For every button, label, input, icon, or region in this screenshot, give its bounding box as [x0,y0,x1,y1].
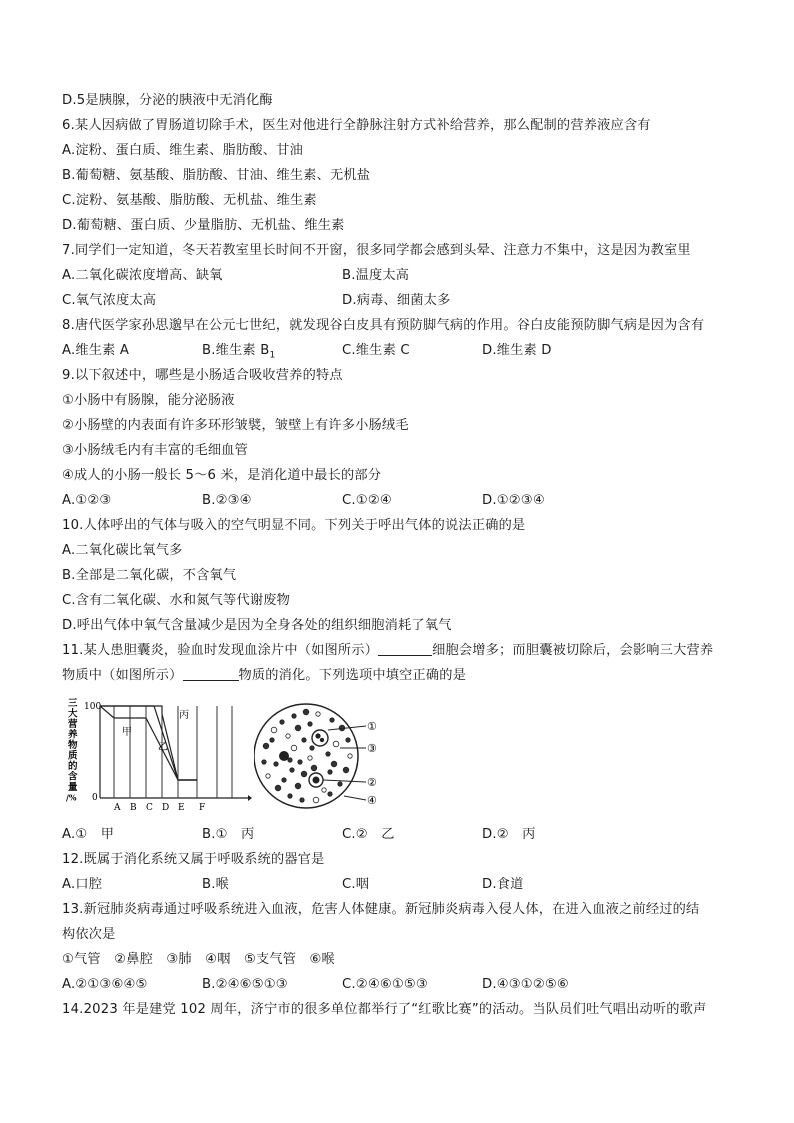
q11-blank-2 [183,666,239,681]
red-blood-cell [310,746,314,750]
chart-x-arrow [248,795,252,801]
q11-figures [62,692,742,820]
red-blood-cell [291,745,297,751]
q9-statement-4: ④成人的小肠一般长 5～6 米，是消化道中最长的部分 [62,468,382,483]
q8-option-b-text: B.维生素 B [202,343,270,358]
question-12: 12.既属于消化系统又属于呼吸系统的器官是 [62,852,325,867]
red-blood-cell [302,738,306,742]
q9-statement-3: ③小肠绒毛内有丰富的毛细血管 [62,443,249,458]
x-label-b: B [130,803,137,813]
red-blood-cell [326,752,330,756]
marker-2: ② [367,776,377,789]
red-blood-cell [288,758,292,762]
red-blood-cell [286,734,290,738]
curve-label-jia: 甲 [122,727,132,738]
q13-options [62,972,742,997]
red-blood-cell [295,783,301,789]
red-blood-cell [331,761,337,767]
q11-text-1: 11.某人患胆囊炎，验血时发现血涂片中（如图所示） [62,643,379,658]
x-label-f: F [199,803,206,813]
q9-statement-1: ①小肠中有肠腺，能分泌肠液 [62,393,235,408]
q9-option-c: C.①②④ [342,493,392,508]
red-blood-cell [303,709,309,715]
red-blood-cell [275,785,281,791]
q11-option-d: D.② 丙 [482,827,536,842]
red-blood-cell [290,768,294,772]
q12-options [62,872,742,897]
red-blood-cell [266,774,270,778]
q9-option-b: B.②③④ [202,493,252,508]
q11-blank-1 [378,641,432,656]
curve-label-bing: 丙 [179,710,189,721]
q13-option-a: A.②①③⑥④⑤ [62,977,148,992]
q13-option-b: B.②④⑥⑤①③ [202,977,288,992]
q6-option-d: D.葡萄糖、蛋白质、少量脂肪、无机盐、维生素 [62,218,345,233]
chart-ylabel-char: 质 [68,750,78,762]
q13-option-c: C.②④⑥①⑤③ [342,977,428,992]
red-blood-cell [348,754,352,758]
q7-option-d: D.病毒、细菌太多 [342,293,451,308]
q12-option-b: B.喉 [202,877,230,892]
red-blood-cell [274,762,278,766]
red-blood-cell [308,756,312,760]
blood-smear-figure [254,700,384,812]
option-d-prev: D.5是胰腺，分泌的胰液中无消化酶 [62,93,273,108]
red-blood-cell [333,741,339,747]
q11-option-a: A.① 甲 [62,827,115,842]
white-cell-1-nucleus-b [320,738,324,742]
q9-option-d: D.①②③④ [482,493,545,508]
q6-option-b: B.葡萄糖、氨基酸、脂肪酸、甘油、维生素、无机盐 [62,168,371,183]
red-blood-cell [338,782,342,786]
q8-option-b-subscript: 1 [269,350,276,361]
curve-label-yi: 乙 [158,742,168,753]
q11-option-c: C.② 乙 [342,827,395,842]
q9-option-a: A.①②③ [62,493,112,508]
marker-3: ③ [367,742,377,755]
q7-options-row2 [62,288,742,313]
q7-option-a: A.二氧化碳浓度增高、缺氧 [62,268,223,283]
question-11-line2 [62,663,742,688]
red-blood-cell [346,738,350,742]
red-blood-cell [292,714,296,718]
white-cell-1 [312,730,328,746]
red-blood-cell [270,738,274,742]
chart-ylabel-char: 三 [68,698,78,709]
question-13-cont: 构依次是 [62,927,116,942]
x-label-c: C [146,803,153,813]
question-11-line1 [62,638,742,663]
x-label-e: E [178,803,185,813]
question-9: 9.以下叙述中，哪些是小肠适合吸收营养的特点 [62,368,343,383]
marker-4: ④ [367,794,377,807]
red-blood-cell [322,788,326,792]
question-7: 7.同学们一定知道，冬天若教室里长时间不开窗，很多同学都会感到头晕、注意力不集中，这是因为教室里 [62,243,691,258]
q11-text-4: 物质的消化。下列选项中填空正确的是 [238,668,467,683]
red-blood-cell [280,720,284,724]
red-blood-cell [282,778,286,782]
red-blood-cell [316,712,320,716]
q10-option-d: D.呼出气体中氧气含量减少是因为全身各处的组织细胞消耗了氧气 [62,618,452,633]
red-blood-cell [298,760,302,764]
q10-option-a: A.二氧化碳比氧气多 [62,543,183,558]
chart-ylabel-char: 的 [68,761,78,772]
chart-ylabel-char: 物 [68,740,78,751]
q10-option-c: C.含有二氧化碳、水和氮气等代谢废物 [62,593,290,608]
exam-page [62,88,742,1022]
chart-ylabel-char: /% [66,792,77,803]
red-blood-cell [300,798,304,802]
q11-text-2: 细胞会增多；而胆囊被切除后，会影响三大营养 [432,643,714,658]
smear-outline [254,704,358,808]
question-8: 8.唐代医学家孙思邈早在公元七世纪，就发现谷白皮具有预防脚气病的作用。谷白皮能预防脚气病是因为含有 [62,318,705,333]
q12-option-a: A.口腔 [62,877,103,892]
chart-ylabel [66,698,78,803]
marker-1: ① [367,720,377,733]
question-6: 6.某人因病做了胃肠道切除手术，医生对他进行全静脉注射方式补给营养，那么配制的营养液应含有 [62,118,651,133]
q13-structure-list: ①气管 ②鼻腔 ③肺 ④咽 ⑤支气管 ⑥喉 [62,952,335,967]
q8-option-b [202,338,342,363]
red-blood-cell [308,722,312,726]
chart-ylabel-char: 量 [68,782,78,793]
q9-statement-2: ②小肠壁的内表面有许多环形皱襞，皱壁上有许多小肠绒毛 [62,418,409,433]
red-blood-cell [262,760,266,764]
red-blood-cell [313,797,319,803]
red-blood-cell [301,771,307,777]
q7-option-b: B.温度太高 [342,268,410,283]
red-blood-cell [271,727,277,733]
question-14: 14.2023 年是建党 102 周年，济宁市的很多单位都举行了“红歌比赛”的活动。当队员们吐气唱出动听的歌声 [62,1002,707,1017]
q6-option-c: C.淀粉、氨基酸、脂肪酸、无机盐、维生素 [62,193,317,208]
q13-option-d: D.④③①②⑤⑥ [482,977,569,992]
q7-option-c: C.氧气浓度太高 [62,293,157,308]
white-cell-1-nucleus [315,733,320,738]
x-label-a: A [114,803,121,813]
q8-option-a: A.维生素 A [62,343,130,358]
red-blood-cell [328,770,332,774]
red-blood-cell [263,743,269,749]
q11-options [62,822,742,847]
red-blood-cell [330,718,334,722]
q11-option-b: B.① 丙 [202,827,255,842]
q10-option-b: B.全部是二氧化碳，不含氧气 [62,568,237,583]
q9-options [62,488,742,513]
chart-ylabel-char: 含 [68,771,78,783]
white-cell-2-nucleus [313,777,320,784]
x-label-d: D [162,803,170,813]
q8-option-d: D.维生素 D [482,343,552,358]
red-blood-cell [311,765,317,771]
q12-option-d: D.食道 [482,877,524,892]
question-10: 10.人体呼出的气体与吸入的空气明显不同。下列关于呼出气体的说法正确的是 [62,518,526,533]
q7-options-row1 [62,263,742,288]
red-blood-cell [295,725,301,731]
chart-ylabel-char: 营 [68,719,78,730]
chart-ylabel-char: 养 [68,729,78,741]
q12-option-c: C.咽 [342,877,370,892]
chart-y-top-label: 100 [84,702,102,712]
q8-options [62,338,742,363]
chart-y-zero-label: 0 [92,793,98,803]
chart-ylabel-char: 大 [68,708,78,720]
q11-text-3: 物质中（如图所示） [62,668,183,683]
q8-option-c: C.维生素 C [342,343,410,358]
large-cell [279,751,289,761]
nutrient-digestion-chart [62,692,252,816]
red-blood-cell [288,794,292,798]
red-blood-cell [343,767,349,773]
pointer-4 [344,796,366,800]
q6-option-a: A.淀粉、蛋白质、维生素、脂肪酸、甘油 [62,143,303,158]
red-blood-cell [328,792,332,796]
question-13: 13.新冠肺炎病毒通过呼吸系统进入血液，危害人体健康。新冠肺炎病毒入侵人体，在进入血液之前经过的结 [62,902,700,917]
